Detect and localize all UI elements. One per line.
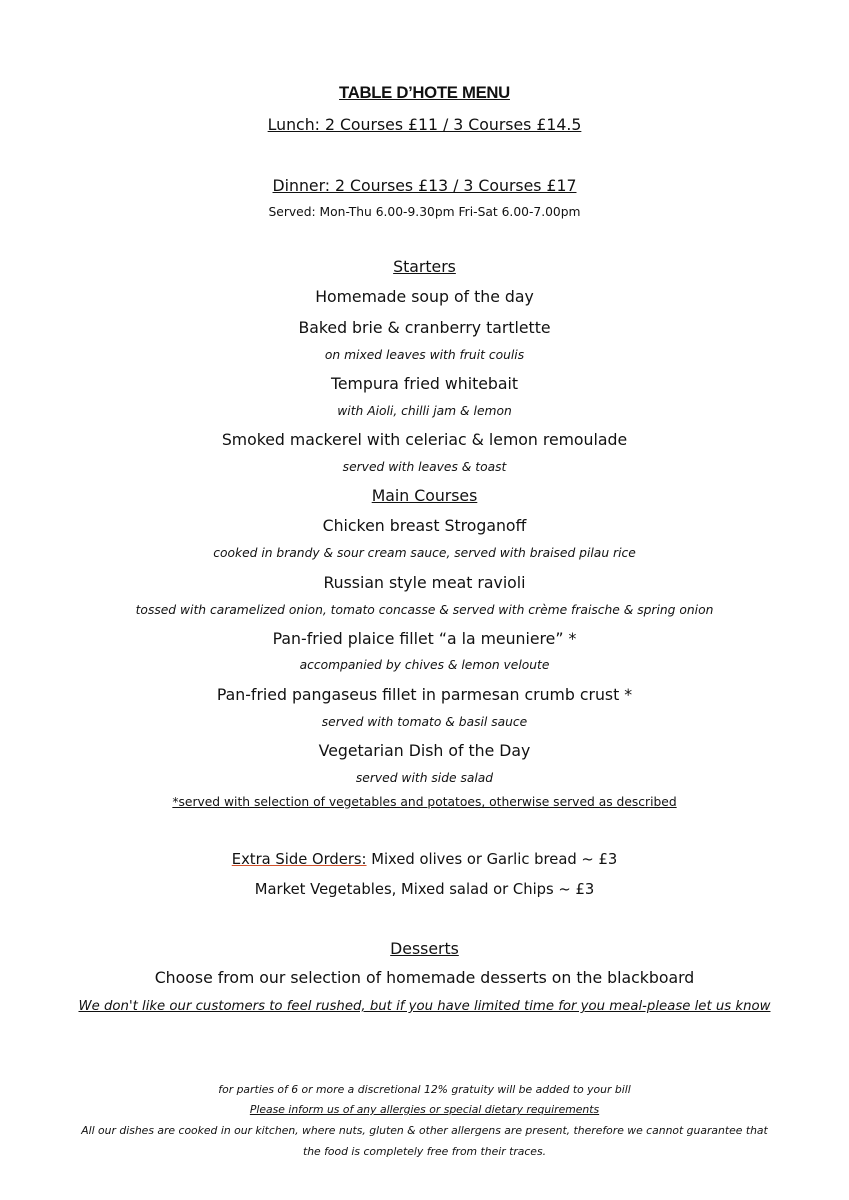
menu-title: TABLE D’HOTE MENU <box>339 83 510 102</box>
side-orders-line-1 <box>0 853 849 868</box>
main-name: Chicken breast Stroganoff <box>322 516 527 535</box>
rush-note: We don't like our customers to feel rushed, but if you have limited time for you meal-please let us know <box>78 999 771 1014</box>
vegetables-note: *served with selection of vegetables and potatoes, otherwise served as described <box>172 795 677 809</box>
starter-name: Smoked mackerel with celeriac & lemon remoulade <box>221 430 628 449</box>
main-name: Russian style meat ravioli <box>323 573 526 592</box>
served-times: Served: Mon-Thu 6.00-9.30pm Fri-Sat 6.00-7.00pm <box>268 205 581 219</box>
desserts-heading: Desserts <box>390 939 459 958</box>
main-desc: served with side salad <box>355 771 494 785</box>
gratuity-note: for parties of 6 or more a discretional 12% gratuity will be added to your bill <box>218 1083 631 1096</box>
main-name: Pan-fried pangaseus fillet in parmesan crumb crust * <box>216 685 633 704</box>
main-desc: tossed with caramelized onion, tomato concasse & served with crème fraische & spring onion <box>135 603 714 617</box>
main-desc: cooked in brandy & sour cream sauce, served with braised pilau rice <box>213 546 636 560</box>
main-name: Vegetarian Dish of the Day <box>318 741 531 760</box>
allergen-note-line-1: All our dishes are cooked in our kitchen, where nuts, gluten & other allergens are present, therefore we cannot guarantee that <box>81 1124 768 1137</box>
main-desc: served with tomato & basil sauce <box>321 715 528 729</box>
side-orders-label: Extra Side Orders: <box>231 851 367 868</box>
side-orders-item: Mixed olives or Garlic bread ~ £3 <box>366 851 618 868</box>
allergy-request: Please inform us of any allergies or special dietary requirements <box>249 1103 600 1116</box>
lunch-price: Lunch: 2 Courses £11 / 3 Courses £14.5 <box>267 115 582 134</box>
starter-name: Tempura fried whitebait <box>330 374 519 393</box>
starter-desc: served with leaves & toast <box>342 460 507 474</box>
allergen-note-line-2: the food is completely free from their traces. <box>302 1145 547 1158</box>
main-courses-heading: Main Courses <box>371 486 478 505</box>
side-orders-line-2: Market Vegetables, Mixed salad or Chips ~ £3 <box>254 881 595 898</box>
desserts-text: Choose from our selection of homemade desserts on the blackboard <box>154 968 695 987</box>
main-desc: accompanied by chives & lemon veloute <box>299 658 550 672</box>
starter-desc: with Aioli, chilli jam & lemon <box>337 404 512 418</box>
starter-desc: on mixed leaves with fruit coulis <box>324 348 525 362</box>
main-name: Pan-fried plaice fillet “a la meuniere” * <box>272 629 577 648</box>
starters-heading: Starters <box>393 257 456 276</box>
starter-name: Baked brie & cranberry tartlette <box>298 318 551 337</box>
starter-name: Homemade soup of the day <box>315 287 534 306</box>
dinner-price: Dinner: 2 Courses £13 / 3 Courses £17 <box>272 176 577 195</box>
